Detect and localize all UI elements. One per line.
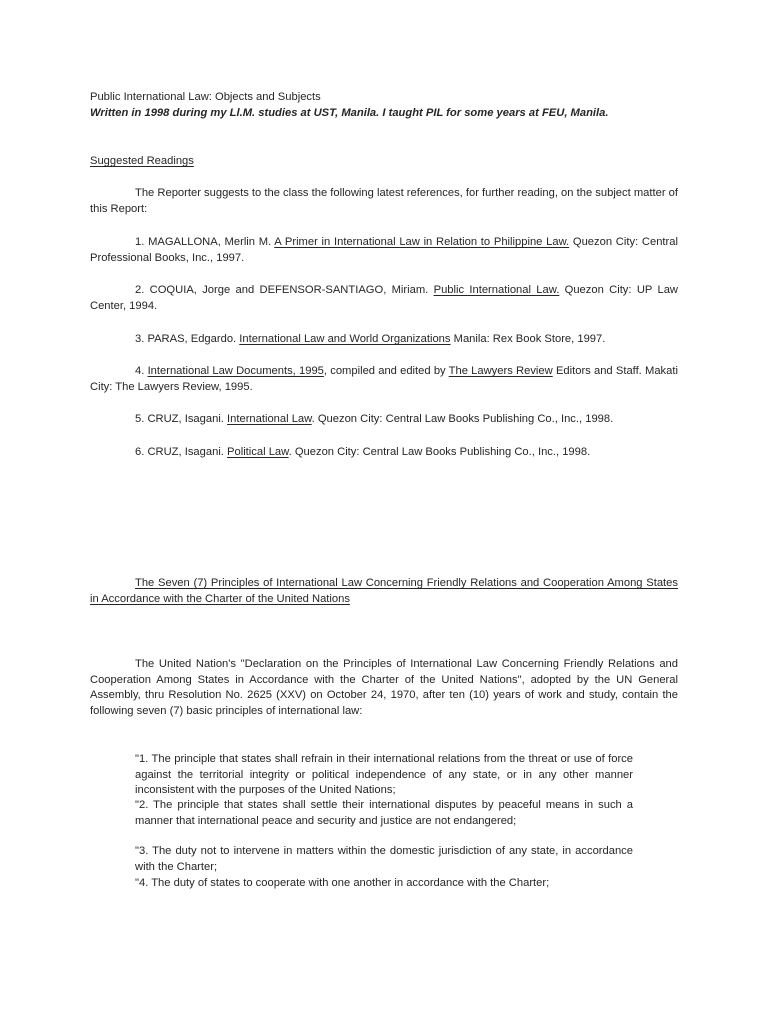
principle-quote-4: "4. The duty of states to cooperate with one another in accordance with the Charter; — [135, 877, 550, 889]
reading-author: 3. PARAS, Edgardo. — [135, 333, 240, 345]
reading-title: Public International Law. — [433, 284, 560, 296]
reading-title: A Primer in International Law in Relation to Philippine Law. — [274, 236, 570, 248]
reading-publisher: Manila: Rex Book Store, 1997. — [450, 333, 606, 345]
reading-item-4 — [90, 364, 678, 395]
principle-quote-1: "1. The principle that states shall refrain in their international relations from the threat or use of force against the territorial integrity or political independence of any state, or in any other manner inconsistent with the purposes of the United Nations; — [135, 753, 633, 797]
reading-number: 4. — [135, 365, 148, 377]
reading-author: 1. MAGALLONA, Merlin M. — [135, 236, 275, 248]
reading-author: 2. COQUIA, Jorge and DEFENSOR-SANTIAGO, Miriam. — [135, 284, 434, 296]
principles-heading: The Seven (7) Principles of International Law Concerning Friendly Relations and Cooperation Among States in Accordance with the Charter of the United Nations — [90, 577, 678, 605]
document-title: Public International Law: Objects and Subjects — [90, 91, 321, 103]
reading-item-1 — [90, 235, 678, 266]
reading-author: 5. CRUZ, Isagani. — [135, 413, 228, 425]
reading-title: International Law and World Organizations — [239, 333, 451, 345]
document-subtitle: Written in 1998 during my Ll.M. studies at UST, Manila. I taught PIL for some years at FEU, Manila. — [90, 107, 609, 119]
reading-title-2: The Lawyers Review — [448, 365, 553, 377]
principles-heading-line — [90, 576, 678, 607]
reading-item-3 — [90, 332, 678, 348]
principles-intro: The United Nation's "Declaration on the Principles of International Law Concerning Friendly Relations and Cooperation Among States in Accordance with the Charter of the United Nations", adopted by the UN General Assembly, thru Resolution No. 2625 (XXV) on October 24, 1970, after ten (10) years of work and study, contain the following seven (7) basic principles of international law: — [90, 658, 678, 717]
reading-publisher: . Quezon City: Central Law Books Publishing Co., Inc., 1998. — [288, 446, 591, 458]
reading-title: International Law Documents, 1995 — [147, 365, 324, 377]
reading-item-2 — [90, 283, 678, 314]
reading-publisher: Quezon City: Central Professional Books, Inc., 1997. — [90, 236, 678, 264]
reading-publisher: . Quezon City: Central Law Books Publishing Co., Inc., 1998. — [311, 413, 614, 425]
reading-publisher: Quezon City: UP Law Center, 1994. — [90, 284, 679, 312]
readings-heading-line — [90, 154, 678, 170]
reading-item-5 — [90, 412, 678, 428]
reading-title: Political Law — [227, 446, 289, 458]
readings-heading: Suggested Readings — [90, 155, 194, 167]
reading-editor: , compiled and edited by — [323, 365, 449, 377]
reading-author: 6. CRUZ, Isagani. — [135, 446, 228, 458]
principle-quote-2: "2. The principle that states shall settle their international disputes by peaceful means in such a manner that international peace and security and justice are not endangered; — [135, 799, 633, 827]
reading-item-6 — [90, 445, 678, 461]
reading-publisher: Editors and Staff. Makati City: The Lawyers Review, 1995. — [90, 365, 678, 393]
principle-quote-3: "3. The duty not to intervene in matters within the domestic jurisdiction of any state, in accordance with the Charter; — [135, 845, 633, 873]
readings-intro: The Reporter suggests to the class the following latest references, for further reading, on the subject matter of this Report: — [90, 187, 678, 215]
reading-title: International Law — [227, 413, 312, 425]
